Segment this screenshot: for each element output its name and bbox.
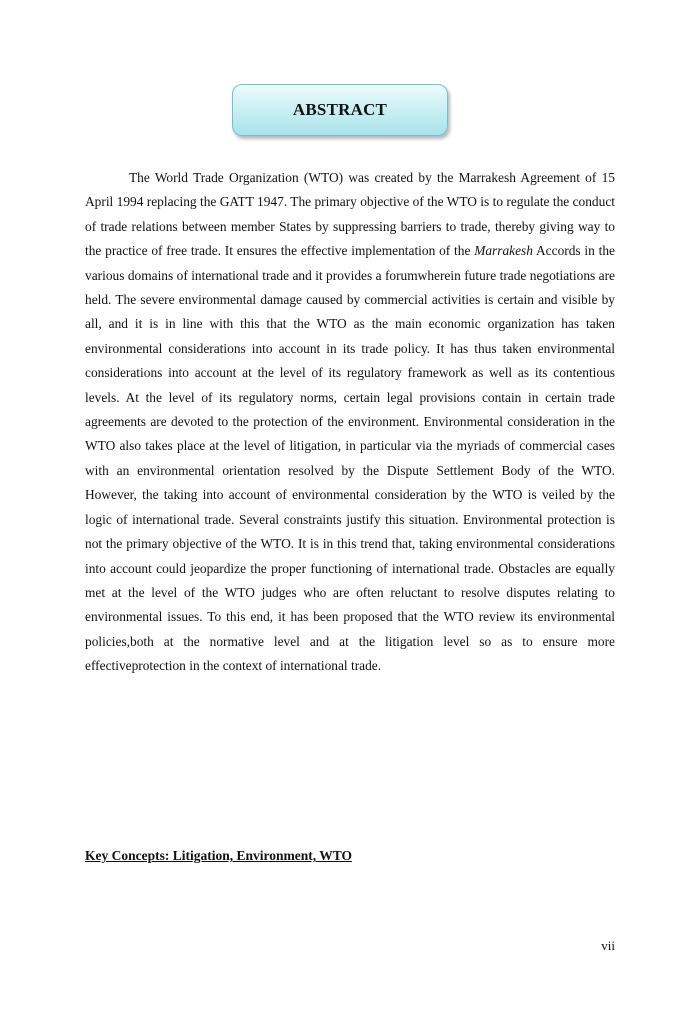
abstract-text-part1: The World Trade Organization (WTO) was created by the Marrakesh Agreement of 15 April 1994 replacing the GATT 1947. The primary objective of the WTO is to regulate the conduct of trade relations between member States by suppressing barriers to trade, thereby giving way to the practice of free trade. It ensures the effective implementation of the bbox=[85, 170, 615, 259]
abstract-paragraph bbox=[85, 166, 615, 679]
abstract-text-italic: Marrakesh bbox=[474, 243, 533, 259]
abstract-title-box bbox=[232, 84, 448, 136]
page-number: vii bbox=[601, 938, 615, 953]
key-concepts: Key Concepts: Litigation, Environment, WTO bbox=[85, 848, 353, 863]
abstract-title: ABSTRACT bbox=[292, 100, 388, 119]
abstract-text-part2: Accords in the various domains of international trade and it provides a forumwherein future trade negotiations are held. The severe environmental damage caused by commercial activities is certain and visible by all, and it is in line with this that the WTO as the main economic organization has taken environmental considerations into account in its trade policy. It has thus taken environmental considerations into account at the level of its regulatory framework as well as its contentious levels. At the level of its regulatory norms, certain legal provisions contain in certain trade agreements are devoted to the protection of the environment. Environmental consideration in the WTO also takes place at the level of litigation, in particular via the myriads of commercial cases with an environmental orientation resolved by the Dispute Settlement Body of the WTO. However, the taking into account of environmental consideration by the WTO is veiled by the logic of international trade. Several constraints justify this situation. Environmental protection is not the primary objective of the WTO. It is in this trend that, taking environmental considerations into account could jeopardize the proper functioning of international trade. Obstacles are equally met at the level of the WTO judges who are often reluctant to resolve disputes relating to environmental issues. To this end, it has been proposed that the WTO review its environmental policies,both at the normative level and at the litigation level so as to ensure more effectiveprotection in the context of international trade. bbox=[85, 243, 615, 674]
